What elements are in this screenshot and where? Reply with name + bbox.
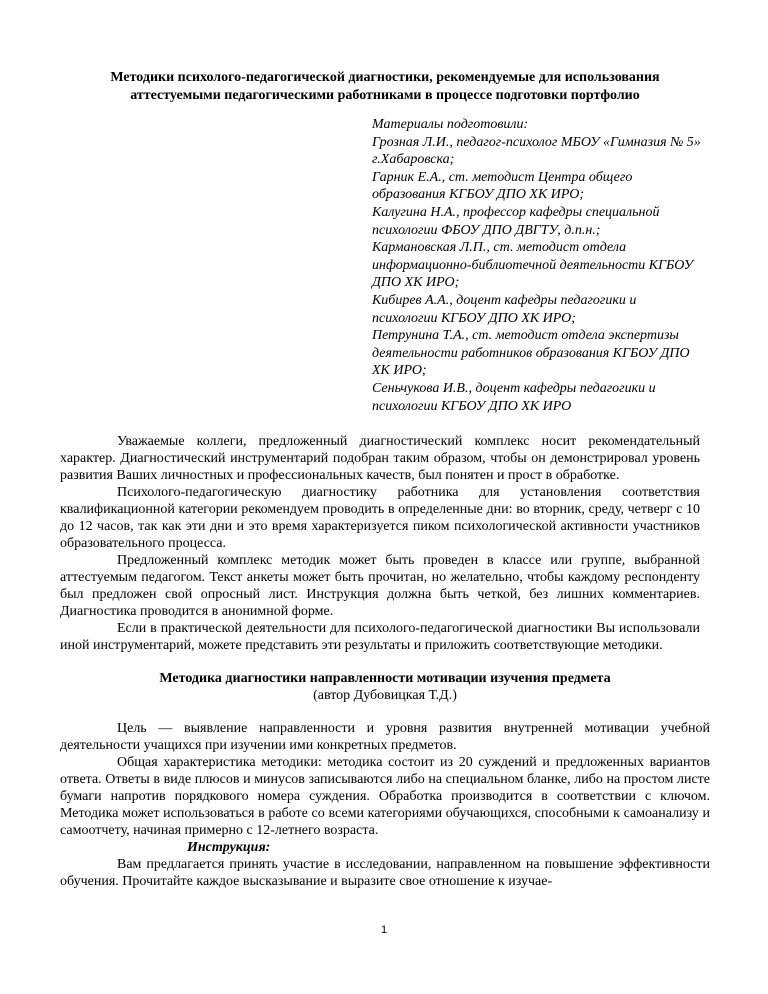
section-paragraph: Цель — выявление направленности и уровня развития внутренней мотивации учебной деятельности учащихся при изучении ими конкретных предметов. — [60, 721, 710, 753]
intro-paragraph: Психолого-педагогическую диагностику работника для установления соответствия квалификационной категории рекомендуем проводить в определенные дни: во вторник, среду, четверг с 10 до 12 часов, так как эти дни и это время характеризуется пиком психологической активности участников образовательного процесса. — [60, 485, 700, 551]
instruction-text: Вам предлагается принять участие в исследовании, направленном на повышение эффективности обучения. Прочитайте каждое высказывание и выразите свое отношение к изучае- — [60, 857, 710, 889]
author-item: Кармановская Л.П., ст. методист отдела информационно-библиотечной деятельности КГБОУ ДПО ХК ИРО; — [372, 240, 694, 291]
section-title: Методика диагностики направленности мотивации изучения предмета — [159, 671, 611, 686]
document-title — [60, 69, 710, 105]
author-item: Сеньчукова И.В., доцент кафедры педагогики и психологии КГБОУ ДПО ХК ИРО — [372, 380, 656, 414]
authors-heading: Материалы подготовили: — [372, 117, 529, 132]
author-item: Кибирев А.А., доцент кафедры педагогики и психологии КГБОУ ДПО ХК ИРО; — [372, 292, 637, 326]
intro-text — [60, 433, 700, 654]
authors-block — [372, 116, 702, 415]
author-item: Гарник Е.А., ст. методист Центра общего образования КГБОУ ДПО ХК ИРО; — [372, 169, 633, 203]
intro-paragraph: Если в практической деятельности для психолого-педагогической диагностики Вы использовали иной инструментарий, можете представить эти результаты и приложить соответствующие методики. — [60, 621, 700, 653]
section-paragraph: Общая характеристика методики: методика состоит из 20 суждений и предложенных вариантов ответа. Ответы в виде плюсов и минусов записываются либо на специальном бланке, либо на простом листе бумаги напротив порядкового номера суждения. Обработка производится в соответствии с ключом. Методика может использоваться в работе со всеми категориями обучающихся, способными к самоанализу и самоотчету, начиная примерно с 12-летнего возраста. — [60, 755, 710, 838]
section-text — [60, 720, 710, 890]
author-item: Петрунина Т.А., ст. методист отдела экспертизы деятельности работников образования КГБОУ ДПО ХК ИРО; — [372, 328, 690, 379]
page-number: 1 — [380, 924, 388, 936]
author-item: Калугина Н.А., профессор кафедры специальной психологии ФБОУ ДПО ДВГТУ, д.п.н.; — [372, 204, 660, 238]
author-item: Грозная Л.И., педагог-психолог МБОУ «Гимназия № 5» г.Хабаровска; — [372, 134, 701, 168]
intro-paragraph: Предложенный комплекс методик может быть проведен в классе или группе, выбранной аттестуемым педагогом. Текст анкеты может быть прочитан, но желательно, чтобы каждому респонденту был предложен свой опросный лист. Инструкция должна быть четкой, без лишних комментариев. Диагностика проводится в анонимной форме. — [60, 553, 700, 619]
title-line-2: аттестуемыми педагогическими работниками в процессе подготовки портфолио — [130, 88, 640, 103]
section-author: (автор Дубовицкая Т.Д.) — [313, 688, 457, 703]
title-line-1: Методики психолого-педагогической диагностики, рекомендуемые для использования — [110, 70, 660, 85]
intro-paragraph: Уважаемые коллеги, предложенный диагностический комплекс носит рекомендательный характер. Диагностический инструментарий подобран таким образом, чтобы он демонстрировал уровень развития Ваших личностных и профессиональных качеств, был понятен и прост в обработке. — [60, 434, 700, 483]
instruction-label: Инструкция: — [187, 840, 271, 855]
